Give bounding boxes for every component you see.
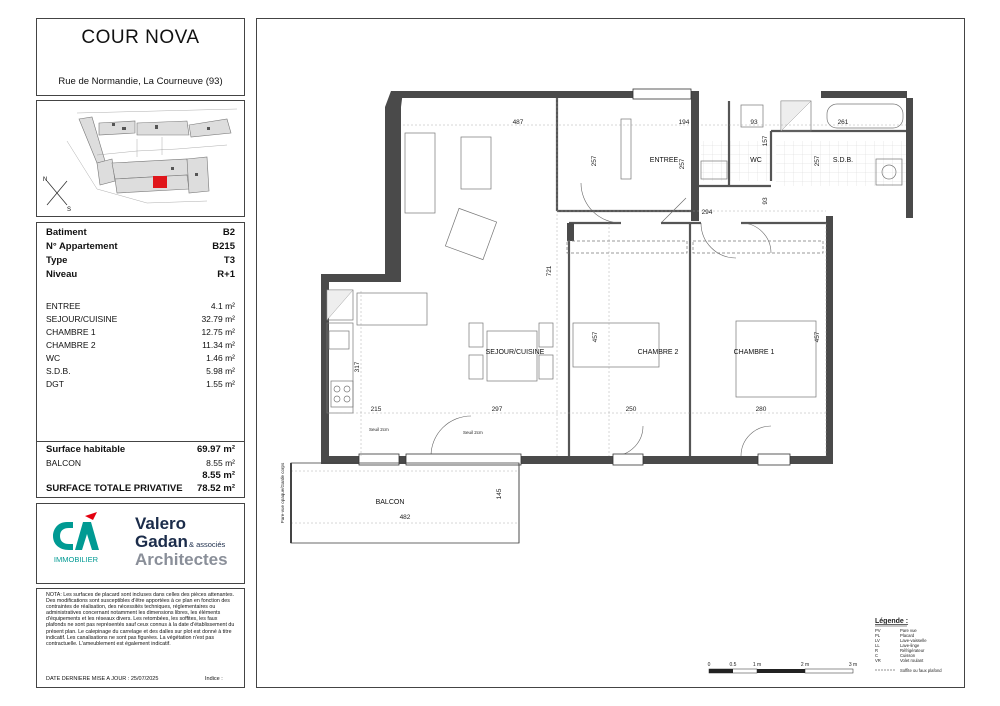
notes-panel [36, 588, 245, 688]
apartment-details [36, 222, 245, 498]
dim-257c: 257 [814, 155, 821, 167]
arch-assoc: & associés [189, 540, 226, 549]
svg-text:Soffite ou faux plafond: Soffite ou faux plafond [900, 668, 942, 673]
balcony [291, 463, 519, 543]
balcon-row: BALCON 8.55 m² [46, 458, 235, 468]
annexe-total-row: 8.55 m² [202, 470, 235, 481]
svg-text:Lave-linge: Lave-linge [900, 643, 920, 648]
dim-297: 297 [491, 406, 503, 413]
ca-immobilier-label: IMMOBILIER [53, 555, 99, 564]
dim-145: 145 [496, 488, 503, 500]
svg-text:Pare vue: Pare vue [900, 628, 917, 633]
situation-plan [36, 100, 245, 217]
seuil-2: Seuil 2cm [463, 430, 483, 435]
dim-721: 721 [546, 265, 553, 277]
dim-157: 157 [762, 135, 769, 147]
update-date: DATE DERNIERE MISE A JOUR : 25/07/2025 [46, 676, 159, 682]
project-header [36, 18, 245, 96]
room-row: WC 1.46 m² [46, 353, 235, 363]
dim-457b: 457 [814, 331, 821, 343]
floor-plan-panel [256, 18, 965, 688]
dim-257b: 257 [679, 158, 686, 170]
type-row: Type T3 [46, 255, 235, 266]
dim-317: 317 [354, 361, 361, 373]
seuil-1: Seuil 2cm [369, 427, 389, 432]
index-label: Indice : [205, 676, 223, 682]
label-entree: ENTREE [649, 157, 679, 164]
surface-totale-row: SURFACE TOTALE PRIVATIVE 78.52 m² [46, 483, 235, 494]
svg-text:C: C [875, 653, 879, 658]
svg-text:Volet roulant: Volet roulant [900, 658, 924, 663]
dim-257a: 257 [591, 155, 598, 167]
arch-line1: Valero [135, 514, 187, 533]
room-row: S.D.B. 5.98 m² [46, 366, 235, 376]
project-address: Rue de Normandie, La Courneuve (93) [58, 76, 223, 87]
garde-corps-label: Pare-vue opaque/Garde corps [280, 462, 285, 524]
room-row: SEJOUR/CUISINE 32.79 m² [46, 314, 235, 324]
svg-text:N: N [43, 177, 48, 183]
svg-text:LV: LV [875, 638, 880, 643]
situation-plan-drawing [37, 101, 244, 216]
svg-text:PV: PV [875, 628, 881, 633]
logos-panel [36, 503, 245, 584]
svg-text:VR: VR [875, 658, 881, 663]
arch-line2: Gadan [135, 532, 188, 551]
dim-250: 250 [625, 406, 637, 413]
dim-280: 280 [755, 406, 767, 413]
surface-habitable-row: Surface habitable 69.97 m² [46, 444, 235, 455]
svg-text:PL: PL [875, 633, 881, 638]
room-row: DGT 1.55 m² [46, 379, 235, 389]
project-title: COUR NOVA [81, 27, 200, 48]
legend-title: Légende : [875, 618, 909, 625]
svg-text:Réfrigérateur: Réfrigérateur [900, 648, 925, 653]
dim-93b: 93 [762, 197, 769, 205]
dim-482: 482 [399, 514, 411, 521]
label-balcon: BALCON [375, 499, 405, 506]
dim-194: 194 [678, 119, 690, 126]
svg-text:S: S [67, 207, 72, 213]
apartment-location-marker [153, 176, 167, 188]
svg-text:Lave-vaisselle: Lave-vaisselle [900, 638, 927, 643]
svg-text:Cuisson: Cuisson [900, 653, 916, 658]
room-row: CHAMBRE 1 12.75 m² [46, 327, 235, 337]
svg-text:2 m: 2 m [800, 662, 810, 668]
dim-294: 294 [701, 209, 713, 216]
svg-text:0.5: 0.5 [729, 662, 737, 668]
dim-261: 261 [837, 119, 849, 126]
dim-487: 487 [512, 119, 524, 126]
dim-215: 215 [370, 406, 382, 413]
notes-text: NOTA: Les surfaces de placard sont incluses dans celles des pièces attenantes. Des modifications sont susceptibles d'être apportées à ce plan en fonction des contraintes de réalisation, des nécessités techniques, réglementaires ou administratives concernant notamment les dimensions libres, les éléments d'équipements et les réseaux divers. Les retombées, les soffites, les faux plafonds ne sont pas représentés sauf ceux connus à la date d'établissement du présent plan. Le calepinage du carrelage et des dalles sur plot est donné à titre indicatif. Les canalisations ne sont pas figurées. La végétation n'est pas contractuelle. L'ameublement est également indicatif. [46, 592, 235, 647]
label-sejour: SEJOUR/CUISINE [485, 349, 545, 356]
svg-text:1 m: 1 m [752, 662, 762, 668]
logos-drawing [37, 504, 244, 583]
room-row: CHAMBRE 2 11.34 m² [46, 340, 235, 350]
appartement-row: N° Appartement B215 [46, 241, 235, 252]
dim-457a: 457 [592, 331, 599, 343]
svg-text:LL: LL [875, 643, 880, 648]
svg-text:Placard: Placard [900, 633, 915, 638]
credit-agricole-logo [53, 512, 99, 550]
label-wc: WC [750, 157, 762, 164]
legend [875, 618, 942, 673]
scale-bar [708, 662, 858, 673]
floor-plan [257, 19, 964, 687]
dim-93: 93 [750, 119, 758, 126]
label-chambre1: CHAMBRE 1 [733, 349, 775, 356]
label-sdb: S.D.B. [832, 157, 854, 164]
batiment-row: Batiment B2 [46, 227, 235, 238]
svg-text:0: 0 [707, 662, 711, 668]
niveau-row: Niveau R+1 [46, 269, 235, 280]
divider [37, 441, 244, 442]
room-row: ENTREE 4.1 m² [46, 301, 235, 311]
label-chambre2: CHAMBRE 2 [637, 349, 679, 356]
svg-text:R: R [875, 648, 879, 653]
arch-line3: Architectes [135, 550, 228, 569]
svg-text:3 m: 3 m [848, 662, 858, 668]
